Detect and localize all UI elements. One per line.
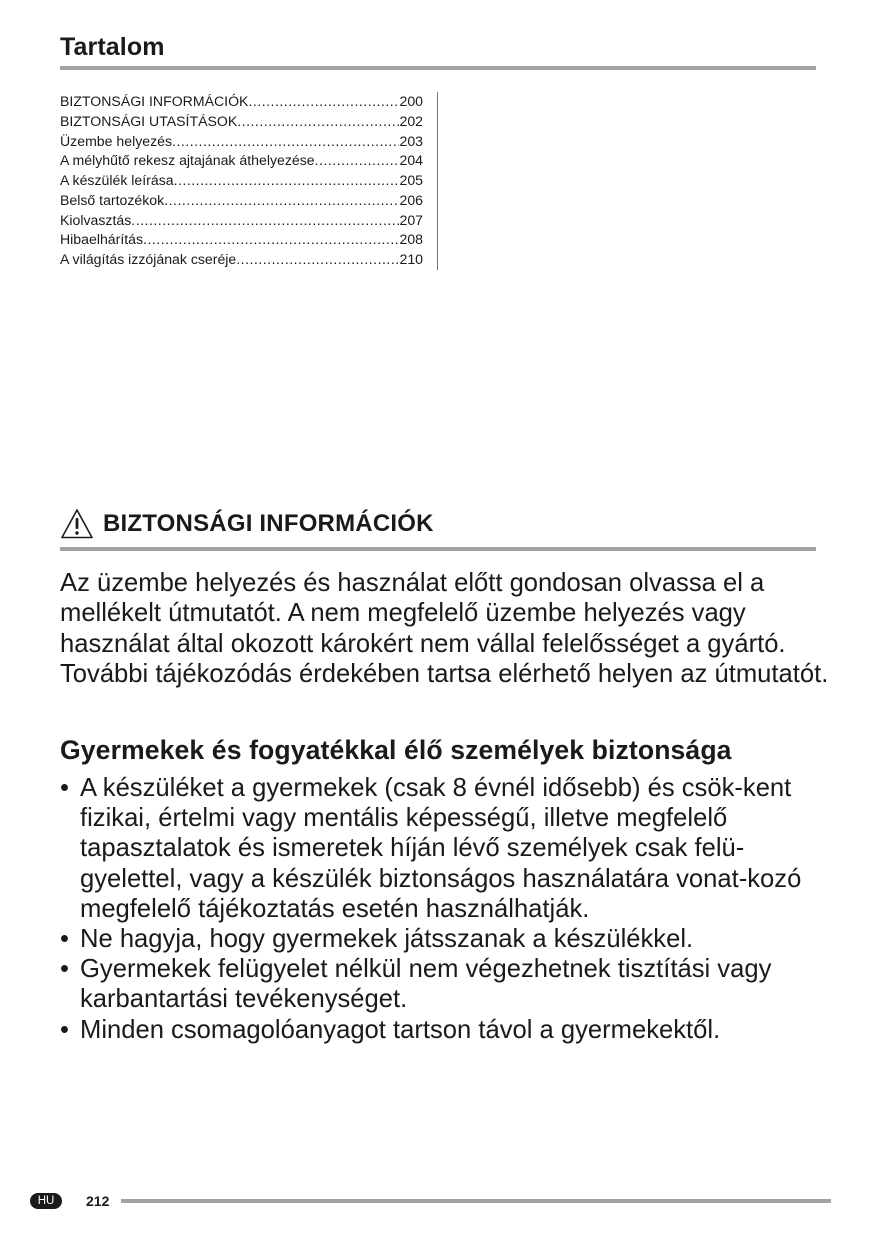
toc-dot-leader — [174, 171, 400, 191]
toc-dot-leader — [248, 92, 399, 112]
toc-dot-leader — [315, 151, 400, 171]
list-item: • A készüléket a gyermekek (csak 8 évnél idősebb) és csök-kent fizikai, értelmi vagy mentális képességű, illetve megfelelő tapasztalatok és ismeretek híján lévő személyek csak felü-gyelettel, vagy a készülék biztonságos használatára vonat-kozó megfelelő tájékoztatás esetén használhatják. — [60, 773, 830, 924]
title-divider — [60, 66, 816, 70]
toc-entry-title: Kiolvasztás — [60, 211, 132, 228]
safety-bullet-list — [60, 773, 830, 1045]
toc-entry-title: A készülék leírása — [60, 172, 174, 188]
section-divider — [60, 547, 816, 551]
intro-paragraph: Az üzembe helyezés és használat előtt gondosan olvassa el a mellékelt útmutatót. A nem megfelelő üzembe helyezés vagy használat által okozott károkért nem vállal felelősséget a gyártó. További tájékozódás érdekében tartsa elérhető helyen az útmutatót. — [60, 569, 829, 689]
toc-entry-page: 202 — [399, 112, 423, 129]
toc-dot-leader — [131, 211, 399, 231]
subsection-heading: Gyermekek és fogyatékkal élő személyek biztonsága — [60, 735, 732, 765]
list-item: • Minden csomagolóanyagot tartson távol a gyermekektől. — [60, 1015, 830, 1045]
toc-entry-title: A világítás izzójának cseréje — [60, 251, 237, 267]
toc-entry[interactable] — [60, 250, 423, 270]
toc-dot-leader — [172, 132, 399, 152]
list-item: • Gyermekek felügyelet nélkül nem végezhetnek tisztítási vagy karbantartási tevékenységet. — [60, 954, 830, 1014]
page-title: Tartalom — [60, 33, 165, 61]
toc-entry-page: 206 — [399, 191, 423, 208]
toc-entry[interactable] — [60, 92, 423, 112]
toc-entry[interactable] — [60, 112, 423, 132]
toc-entry[interactable] — [60, 132, 423, 152]
toc-entry-page: 210 — [399, 251, 423, 267]
toc-entry-title: BIZTONSÁGI INFORMÁCIÓK — [60, 93, 249, 109]
toc-entry-page: 207 — [399, 211, 423, 228]
toc-dot-leader — [164, 191, 399, 211]
toc-entry[interactable] — [60, 151, 423, 171]
toc-entry-title: Hibaelhárítás — [60, 231, 144, 248]
warning-icon — [60, 508, 94, 540]
toc-entry-title: BIZTONSÁGI UTASÍTÁSOK — [60, 112, 238, 129]
table-of-contents — [60, 92, 438, 270]
list-item: • Ne hagyja, hogy gyermekek játsszanak a készülékkel. — [60, 924, 830, 954]
section-heading — [60, 508, 434, 540]
toc-dot-leader — [237, 112, 399, 132]
toc-entry-page: 203 — [399, 132, 423, 149]
toc-entry[interactable] — [60, 191, 423, 211]
toc-dot-leader — [236, 250, 399, 270]
toc-entry[interactable] — [60, 230, 423, 250]
toc-entry-title: Belső tartozékok — [60, 191, 165, 208]
language-badge: HU — [30, 1193, 62, 1209]
toc-entry-page: 200 — [399, 93, 423, 109]
toc-entry[interactable] — [60, 211, 423, 231]
toc-entry-title: Üzembe helyezés — [60, 132, 173, 149]
footer-divider — [121, 1199, 831, 1203]
section-title: BIZTONSÁGI INFORMÁCIÓK — [103, 510, 434, 537]
toc-dot-leader — [143, 230, 399, 250]
toc-entry-page: 204 — [399, 152, 423, 169]
toc-entry-page: 208 — [399, 231, 423, 248]
page-number: 212 — [86, 1193, 110, 1209]
toc-entry-page: 205 — [399, 172, 423, 188]
toc-entry-title: A mélyhűtő rekesz ajtajának áthelyezése — [60, 152, 315, 169]
toc-entry[interactable] — [60, 171, 423, 191]
